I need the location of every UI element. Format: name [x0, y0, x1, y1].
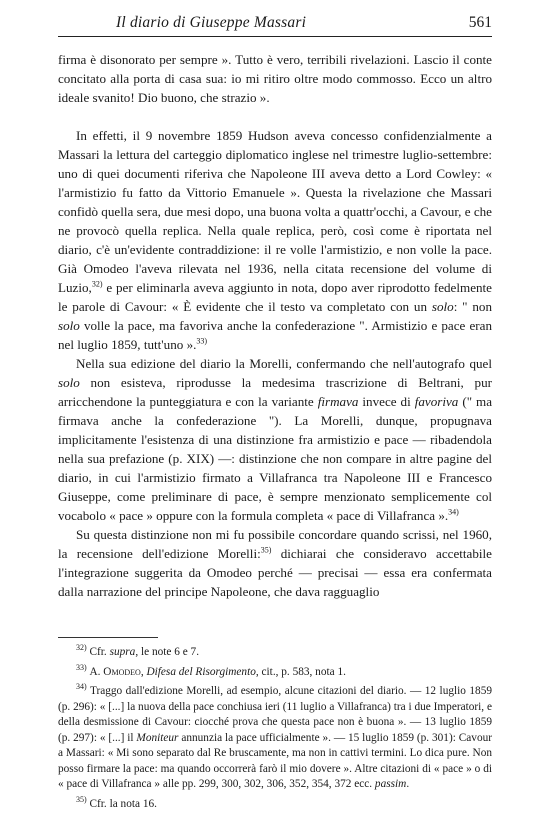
paragraph-3 — [58, 525, 492, 601]
main-text — [58, 126, 492, 601]
footnote-ref-34: 34) — [448, 507, 459, 517]
text-run: Nella sua edizione del diario la Morelli, confermando che nell'autografo quel — [76, 356, 492, 371]
text-run: . — [406, 778, 410, 790]
footnote-number: 32) — [76, 643, 87, 653]
page-number: 561 — [468, 14, 492, 31]
emphasis: favoriva — [414, 394, 459, 409]
text-run: Traggo dall'edizione Morelli, ad esempio, alcune citazioni del diario. — 12 luglio 1859 (p. 296): « [...] la nuova della pace conchiusa ieri (11 luglio a Villafranca) tra i due Imperatori, e della desmissione di Cavour: ciocché prova che questa pace non è buona ». — 13 luglio 1859 (p. 297): « [...] il — [58, 685, 492, 744]
footnote-number: 33) — [76, 662, 87, 672]
text-run: : " non — [453, 299, 493, 314]
footnote-ref-33: 33) — [196, 336, 208, 346]
footnote-33 — [58, 662, 492, 681]
text-run: e per eliminarla aveva aggiunto in nota, dopo aver riprodotto fedelmente le parole di Cavour: « È evidente che il testo va completato con un — [58, 280, 492, 314]
footnote-ref-35: 35) — [260, 545, 272, 555]
footnote-rule — [58, 637, 158, 638]
footnote-32 — [58, 645, 492, 661]
paragraph-2 — [58, 354, 492, 525]
emphasis: firmava — [317, 394, 359, 409]
text-run: (" ma firmava anche la confederazione "). La Morelli, dunque, propugnava implicitamente l'esistenza di una distinzione fra armistizio e pace — ribadendola nella sua prefazione (p. XIX) —: distinzione che non compare in altre pagine del diario, in cui l'armistizio firmato a Villafranca tra Napoleone III e Francesco Giuseppe, come preliminare di pace, è sempre menzionato semplicemente col vocabolo « pace » oppure con la formula completa « pace di Villafranca ». — [58, 394, 493, 523]
running-header — [58, 14, 492, 37]
footnote-34 — [58, 684, 492, 793]
emphasis: solo — [58, 318, 80, 333]
text-run: , cit., p. 583, nota 1. — [255, 665, 346, 678]
text-run: In effetti, il 9 novembre 1859 Hudson aveva concesso confidenzialmente a Massari la lettura del carteggio diplomatico inglese nel trimestre luglio-settembre: uno di quei documenti riferiva che Napoleone III aveva detto a Lord Cowley: « l'armistizio fu fatto da Vittorio Emanuele ». Questa la rivelazione che Massari confidò quella sera, due mesi dopo, una buona volta a quattr'occhi, a Cavour, e che ne provocò quella replica. Nella quale replica, però, così come è riportata nel diario, c'è un'evidente contraddizione: il re volle l'armistizio, e non volle la pace. Già Omodeo l'aveva rilevata nel 1936, nella citata recensione del volume di Luzio, — [58, 128, 492, 295]
emphasis: solo — [431, 299, 454, 314]
text-run: volle la pace, ma favoriva anche la confederazione ". Armistizio e pace eran nel luglio 1859, tutt'uno ». — [58, 318, 492, 352]
emphasis: passim — [374, 778, 407, 790]
emphasis: solo — [58, 375, 80, 390]
text-run: , le note 6 e 7. — [135, 646, 200, 658]
footnote-number: 34) — [76, 682, 87, 692]
footnote-number: 35) — [76, 794, 87, 804]
text-run: dichiarai che consideravo accettabile l'integrazione suggerita da Omodeo perché — precisai — essa era confermata dalla narrazione del principe Napoleone, che dava ragguaglio — [58, 546, 492, 599]
text-run: Su questa distinzione non mi fu possibile concordare quando scrissi, nel 1960, la recensione dell'edizione Morelli: — [58, 527, 492, 561]
footnotes — [58, 645, 492, 816]
text-run: non esisteva, riprodusse la medesima trascrizione di Beltrani, pur arricchendone la punteggiatura e con la variante — [58, 375, 492, 409]
running-title: Il diario di Giuseppe Massari — [116, 14, 307, 31]
paragraph-1 — [58, 126, 492, 354]
continuation-paragraph: firma è disonorato per sempre ». Tutto è vero, terribili rivelazioni. Lascio il conte concitato alla porta di casa sua: io mi ritiro oltre modo commosso. Ecco un altro ideale svanito! Dio buono, che strazio ». — [58, 52, 492, 105]
quote-continuation — [58, 50, 492, 107]
footnote-ref-32: 32) — [91, 279, 103, 289]
cited-author: A. Omodeo — [89, 665, 141, 678]
text-run: , — [140, 665, 147, 678]
text-run: annunzia la pace ufficialmente ». — 15 luglio 1859 (p. 301): Cavour a Massari: « Mi sono separato dal Re bruscamente, ma non in cattivi termini. Lo dica pure. Non posso firmare la pace: ma quando occorrerà farò il mio dovere ». Altre citazioni di « pace » o di « pace di Villafranca » alle pp. 299, 300, 302, 306, 352, 354, 372 ecc. — [58, 731, 492, 790]
emphasis: supra — [109, 646, 136, 658]
footnote-35 — [58, 794, 492, 813]
text-run: invece di — [358, 394, 415, 409]
text-run: Cfr. la nota 16. — [86, 797, 157, 810]
emphasis: Moniteur — [136, 731, 179, 744]
cited-title: Difesa del Risorgimento — [146, 665, 256, 678]
text-run: Cfr. — [86, 646, 110, 658]
